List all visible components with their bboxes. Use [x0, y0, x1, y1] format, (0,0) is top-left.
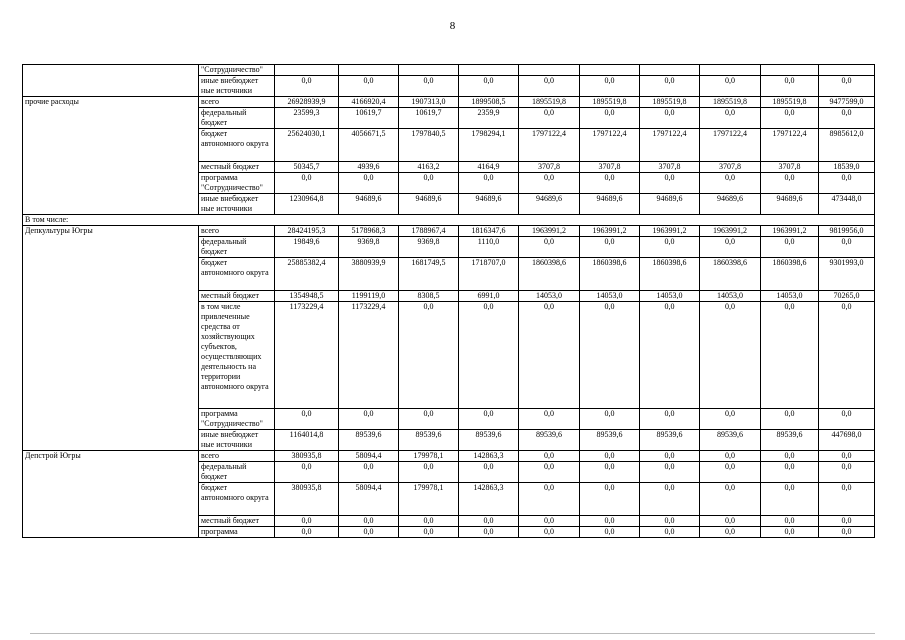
amount-cell: [761, 65, 819, 76]
amount-cell: 0,0: [339, 76, 399, 97]
amount-cell: 0,0: [819, 527, 875, 538]
amount-cell: 0,0: [819, 237, 875, 258]
table-row: [23, 65, 875, 76]
amount-cell: [399, 65, 459, 76]
amount-cell: 0,0: [519, 108, 580, 129]
funding-source-cell: программа "Сотрудничество": [199, 409, 275, 430]
amount-cell: 1895519,8: [761, 97, 819, 108]
amount-cell: 1963991,2: [761, 226, 819, 237]
amount-cell: 0,0: [519, 237, 580, 258]
amount-cell: 0,0: [580, 302, 640, 409]
amount-cell: 0,0: [700, 527, 761, 538]
amount-cell: 1895519,8: [519, 97, 580, 108]
amount-cell: 94689,6: [399, 194, 459, 215]
amount-cell: 9477599,0: [819, 97, 875, 108]
amount-cell: 58094,4: [339, 451, 399, 462]
amount-cell: 0,0: [761, 483, 819, 516]
amount-cell: 0,0: [399, 173, 459, 194]
amount-cell: 0,0: [640, 237, 700, 258]
amount-cell: 0,0: [519, 451, 580, 462]
amount-cell: 25885382,4: [275, 258, 339, 291]
amount-cell: 1199119,0: [339, 291, 399, 302]
amount-cell: 0,0: [819, 462, 875, 483]
amount-cell: 0,0: [580, 173, 640, 194]
amount-cell: 0,0: [459, 516, 519, 527]
amount-cell: 0,0: [339, 173, 399, 194]
funding-source-cell: всего: [199, 226, 275, 237]
amount-cell: 0,0: [519, 302, 580, 409]
amount-cell: 5178968,3: [339, 226, 399, 237]
amount-cell: 1173229,4: [339, 302, 399, 409]
table-row: [23, 226, 875, 237]
amount-cell: 0,0: [700, 76, 761, 97]
amount-cell: 0,0: [519, 173, 580, 194]
amount-cell: 0,0: [459, 462, 519, 483]
funding-source-cell: в том числе привлеченные средства от хозяйствующих субъектов, осуществляющих деятельность на территории автономного округа: [199, 302, 275, 409]
amount-cell: 0,0: [819, 302, 875, 409]
amount-cell: 1860398,6: [519, 258, 580, 291]
amount-cell: 473448,0: [819, 194, 875, 215]
amount-cell: 1110,0: [459, 237, 519, 258]
amount-cell: 0,0: [275, 527, 339, 538]
amount-cell: 0,0: [819, 516, 875, 527]
section-label: В том числе:: [23, 215, 875, 226]
amount-cell: 0,0: [580, 483, 640, 516]
amount-cell: [459, 65, 519, 76]
funding-source-cell: местный бюджет: [199, 516, 275, 527]
amount-cell: [339, 65, 399, 76]
amount-cell: 0,0: [339, 516, 399, 527]
amount-cell: 0,0: [580, 108, 640, 129]
funding-source-cell: программа: [199, 527, 275, 538]
amount-cell: 1860398,6: [580, 258, 640, 291]
amount-cell: 4166920,4: [339, 97, 399, 108]
amount-cell: 3707,8: [519, 162, 580, 173]
amount-cell: 0,0: [761, 76, 819, 97]
amount-cell: 9369,8: [399, 237, 459, 258]
amount-cell: 179978,1: [399, 483, 459, 516]
amount-cell: 1797122,4: [580, 129, 640, 162]
amount-cell: 58094,4: [339, 483, 399, 516]
amount-cell: 142863,3: [459, 451, 519, 462]
amount-cell: 0,0: [640, 108, 700, 129]
program-name-cell: Депкультуры Югры: [23, 226, 199, 451]
funding-source-cell: иные внебюджет ные источники: [199, 76, 275, 97]
funding-source-cell: местный бюджет: [199, 291, 275, 302]
budget-table: [22, 64, 875, 538]
amount-cell: 1797840,5: [399, 129, 459, 162]
amount-cell: 89539,6: [339, 430, 399, 451]
amount-cell: 3707,8: [700, 162, 761, 173]
amount-cell: 89539,6: [580, 430, 640, 451]
amount-cell: 1797122,4: [640, 129, 700, 162]
amount-cell: [700, 65, 761, 76]
amount-cell: 0,0: [640, 409, 700, 430]
amount-cell: 0,0: [399, 516, 459, 527]
amount-cell: 0,0: [700, 302, 761, 409]
amount-cell: 0,0: [519, 76, 580, 97]
amount-cell: 0,0: [640, 451, 700, 462]
amount-cell: 8985612,0: [819, 129, 875, 162]
amount-cell: 1860398,6: [700, 258, 761, 291]
program-name-cell: прочие расходы: [23, 97, 199, 215]
amount-cell: 0,0: [761, 302, 819, 409]
funding-source-cell: программа "Сотрудничество": [199, 173, 275, 194]
amount-cell: 94689,6: [640, 194, 700, 215]
amount-cell: 0,0: [519, 483, 580, 516]
amount-cell: 14053,0: [761, 291, 819, 302]
amount-cell: 380935,8: [275, 451, 339, 462]
amount-cell: 1798294,1: [459, 129, 519, 162]
amount-cell: 89539,6: [459, 430, 519, 451]
amount-cell: 0,0: [640, 483, 700, 516]
amount-cell: 0,0: [640, 76, 700, 97]
amount-cell: 14053,0: [700, 291, 761, 302]
funding-source-cell: федеральный бюджет: [199, 462, 275, 483]
amount-cell: 0,0: [399, 462, 459, 483]
amount-cell: 1895519,8: [640, 97, 700, 108]
funding-source-cell: бюджет автономного округа: [199, 483, 275, 516]
amount-cell: 0,0: [819, 483, 875, 516]
amount-cell: 0,0: [580, 462, 640, 483]
amount-cell: 0,0: [580, 237, 640, 258]
amount-cell: 179978,1: [399, 451, 459, 462]
amount-cell: 0,0: [399, 409, 459, 430]
amount-cell: 3707,8: [761, 162, 819, 173]
amount-cell: 1860398,6: [761, 258, 819, 291]
amount-cell: 0,0: [761, 108, 819, 129]
amount-cell: 0,0: [339, 409, 399, 430]
amount-cell: 1895519,8: [580, 97, 640, 108]
amount-cell: 142863,3: [459, 483, 519, 516]
amount-cell: 1173229,4: [275, 302, 339, 409]
amount-cell: 28424195,3: [275, 226, 339, 237]
amount-cell: 1354948,5: [275, 291, 339, 302]
amount-cell: 1895519,8: [700, 97, 761, 108]
amount-cell: 94689,6: [459, 194, 519, 215]
amount-cell: 0,0: [275, 462, 339, 483]
funding-source-cell: всего: [199, 97, 275, 108]
amount-cell: 0,0: [819, 173, 875, 194]
amount-cell: 0,0: [700, 451, 761, 462]
amount-cell: 0,0: [519, 462, 580, 483]
amount-cell: 0,0: [819, 409, 875, 430]
amount-cell: 1899508,5: [459, 97, 519, 108]
amount-cell: 1963991,2: [640, 226, 700, 237]
amount-cell: 0,0: [819, 108, 875, 129]
amount-cell: 0,0: [761, 527, 819, 538]
amount-cell: 4164,9: [459, 162, 519, 173]
amount-cell: 380935,8: [275, 483, 339, 516]
amount-cell: 0,0: [700, 462, 761, 483]
table-row: [23, 97, 875, 108]
amount-cell: 0,0: [459, 527, 519, 538]
amount-cell: 94689,6: [339, 194, 399, 215]
amount-cell: 94689,6: [519, 194, 580, 215]
amount-cell: 4056671,5: [339, 129, 399, 162]
section-row: [23, 215, 875, 226]
amount-cell: 1681749,5: [399, 258, 459, 291]
amount-cell: 1164014,8: [275, 430, 339, 451]
amount-cell: 0,0: [819, 76, 875, 97]
amount-cell: 0,0: [640, 527, 700, 538]
amount-cell: 0,0: [399, 76, 459, 97]
amount-cell: 0,0: [399, 527, 459, 538]
amount-cell: 0,0: [700, 516, 761, 527]
amount-cell: 3880939,9: [339, 258, 399, 291]
amount-cell: 0,0: [580, 76, 640, 97]
amount-cell: 94689,6: [580, 194, 640, 215]
table-row: [23, 451, 875, 462]
funding-source-cell: "Сотрудничество": [199, 65, 275, 76]
amount-cell: 0,0: [761, 462, 819, 483]
amount-cell: 23599,3: [275, 108, 339, 129]
amount-cell: 89539,6: [700, 430, 761, 451]
amount-cell: 25624030,1: [275, 129, 339, 162]
amount-cell: 0,0: [459, 76, 519, 97]
amount-cell: 1788967,4: [399, 226, 459, 237]
amount-cell: 9301993,0: [819, 258, 875, 291]
funding-source-cell: бюджет автономного округа: [199, 129, 275, 162]
amount-cell: 1963991,2: [580, 226, 640, 237]
amount-cell: 0,0: [700, 409, 761, 430]
amount-cell: 0,0: [700, 483, 761, 516]
amount-cell: 0,0: [640, 462, 700, 483]
amount-cell: 10619,7: [399, 108, 459, 129]
amount-cell: 89539,6: [519, 430, 580, 451]
amount-cell: [275, 65, 339, 76]
amount-cell: 2359,9: [459, 108, 519, 129]
amount-cell: 1797122,4: [761, 129, 819, 162]
amount-cell: 1718707,0: [459, 258, 519, 291]
amount-cell: 89539,6: [399, 430, 459, 451]
amount-cell: 18539,0: [819, 162, 875, 173]
program-name-cell: Депстрой Югры: [23, 451, 199, 538]
amount-cell: 94689,6: [761, 194, 819, 215]
amount-cell: 447698,0: [819, 430, 875, 451]
funding-source-cell: всего: [199, 451, 275, 462]
amount-cell: 19849,6: [275, 237, 339, 258]
amount-cell: 14053,0: [519, 291, 580, 302]
amount-cell: 0,0: [640, 173, 700, 194]
amount-cell: 89539,6: [761, 430, 819, 451]
amount-cell: 0,0: [459, 409, 519, 430]
amount-cell: 0,0: [700, 237, 761, 258]
amount-cell: 0,0: [761, 516, 819, 527]
amount-cell: 1816347,6: [459, 226, 519, 237]
amount-cell: 1797122,4: [519, 129, 580, 162]
amount-cell: 0,0: [580, 451, 640, 462]
amount-cell: 0,0: [275, 409, 339, 430]
funding-source-cell: местный бюджет: [199, 162, 275, 173]
amount-cell: 50345,7: [275, 162, 339, 173]
amount-cell: 0,0: [459, 302, 519, 409]
amount-cell: 0,0: [519, 527, 580, 538]
amount-cell: 1860398,6: [640, 258, 700, 291]
amount-cell: 0,0: [700, 173, 761, 194]
amount-cell: 4939,6: [339, 162, 399, 173]
amount-cell: [580, 65, 640, 76]
amount-cell: 70265,0: [819, 291, 875, 302]
amount-cell: 89539,6: [640, 430, 700, 451]
amount-cell: 0,0: [580, 527, 640, 538]
amount-cell: 0,0: [275, 516, 339, 527]
amount-cell: 0,0: [761, 409, 819, 430]
funding-source-cell: иные внебюджет ные источники: [199, 194, 275, 215]
amount-cell: 0,0: [761, 173, 819, 194]
amount-cell: 0,0: [339, 462, 399, 483]
amount-cell: 1230964,8: [275, 194, 339, 215]
amount-cell: 3707,8: [640, 162, 700, 173]
amount-cell: 0,0: [580, 516, 640, 527]
amount-cell: 0,0: [580, 409, 640, 430]
amount-cell: 26928939,9: [275, 97, 339, 108]
amount-cell: 0,0: [819, 451, 875, 462]
amount-cell: 0,0: [519, 409, 580, 430]
amount-cell: 0,0: [640, 302, 700, 409]
amount-cell: 1797122,4: [700, 129, 761, 162]
page-bottom-rule: [30, 633, 875, 634]
amount-cell: 10619,7: [339, 108, 399, 129]
budget-table-body: [23, 65, 875, 538]
amount-cell: 9819956,0: [819, 226, 875, 237]
amount-cell: 0,0: [275, 76, 339, 97]
amount-cell: 8308,5: [399, 291, 459, 302]
amount-cell: 14053,0: [580, 291, 640, 302]
amount-cell: 4163,2: [399, 162, 459, 173]
amount-cell: 9369,8: [339, 237, 399, 258]
amount-cell: 14053,0: [640, 291, 700, 302]
amount-cell: 0,0: [459, 173, 519, 194]
amount-cell: 0,0: [275, 173, 339, 194]
funding-source-cell: бюджет автономного округа: [199, 258, 275, 291]
page-number: 8: [449, 20, 456, 32]
amount-cell: 0,0: [399, 302, 459, 409]
amount-cell: 3707,8: [580, 162, 640, 173]
amount-cell: [640, 65, 700, 76]
amount-cell: 1963991,2: [700, 226, 761, 237]
amount-cell: [519, 65, 580, 76]
amount-cell: 0,0: [339, 527, 399, 538]
funding-source-cell: федеральный бюджет: [199, 237, 275, 258]
amount-cell: 1907313,0: [399, 97, 459, 108]
funding-source-cell: иные внебюджет ные источники: [199, 430, 275, 451]
amount-cell: 0,0: [640, 516, 700, 527]
amount-cell: 0,0: [519, 516, 580, 527]
amount-cell: 1963991,2: [519, 226, 580, 237]
program-name-cell: [23, 65, 199, 97]
funding-source-cell: федеральный бюджет: [199, 108, 275, 129]
amount-cell: 94689,6: [700, 194, 761, 215]
amount-cell: 0,0: [761, 237, 819, 258]
amount-cell: 6991,0: [459, 291, 519, 302]
amount-cell: [819, 65, 875, 76]
amount-cell: 0,0: [700, 108, 761, 129]
amount-cell: 0,0: [761, 451, 819, 462]
